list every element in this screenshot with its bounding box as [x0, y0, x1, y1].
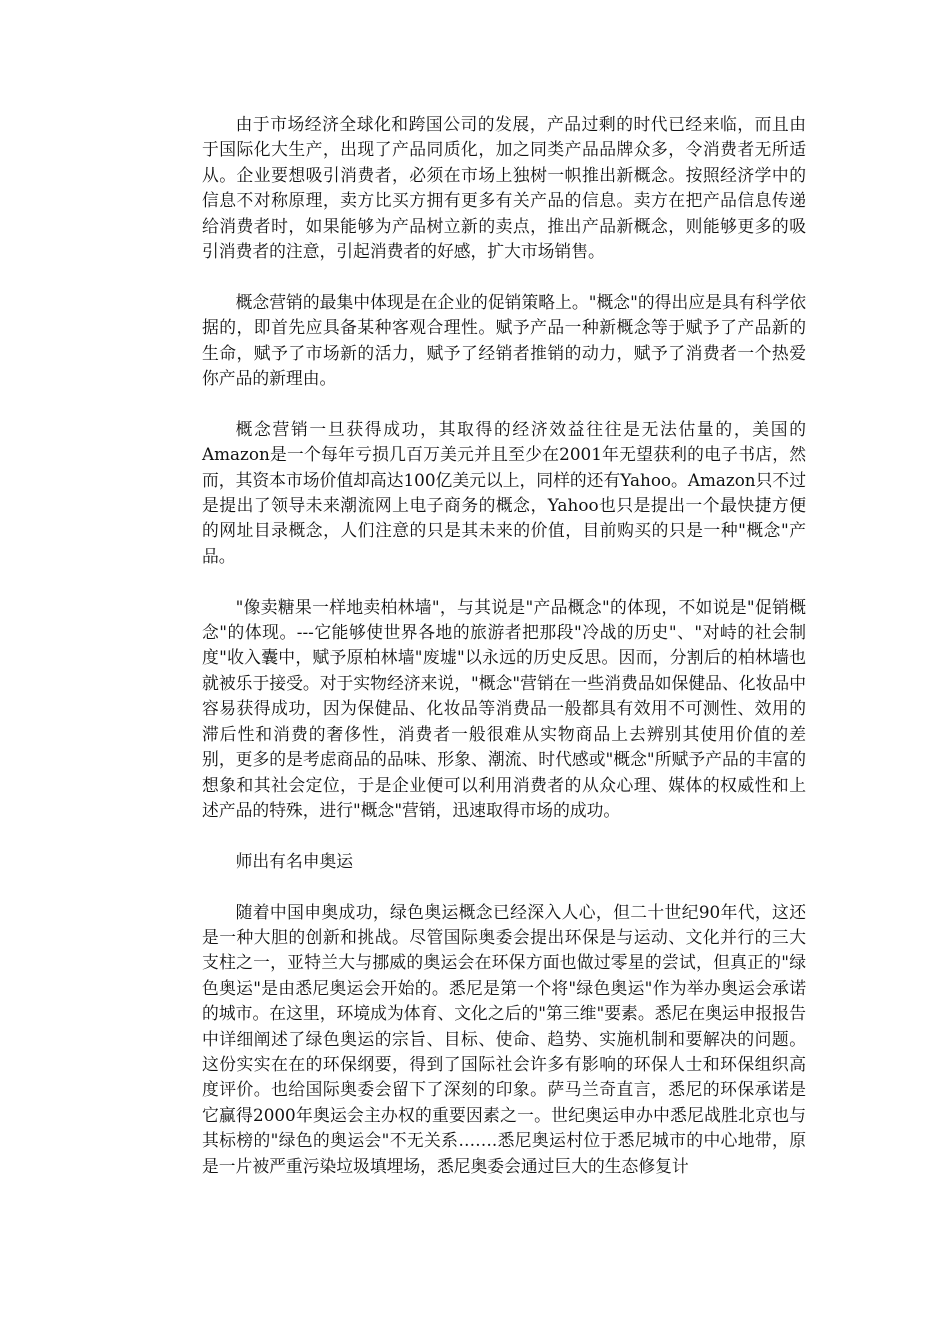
document-page [202, 112, 806, 1179]
paragraph-concept-marketing-promotion: 概念营销的最集中体现是在企业的促销策略上。"概念"的得出应是具有科学依据的，即首先应具备某种客观合理性。赋予产品一种新概念等于赋予了产品新的生命，赋予了市场新的活力，赋予了经销者推销的动力，赋予了消费者一个热爱你产品的新理由。 [202, 291, 806, 389]
section-heading-olympics: 师出有名申奥运 [235, 850, 354, 871]
paragraph-berlin-wall-example: "像卖糖果一样地卖柏林墙"，与其说是"产品概念"的体现，不如说是"促销概念"的体现。---它能够使世界各地的旅游者把那段"冷战的历史"、"对峙的社会制度"收入囊中，赋予原柏林墙"废墟"以永远的历史反思。因而，分割后的柏林墙也就被乐于接受。对于实物经济来说，"概念"营销在一些消费品如保健品、化妆品中容易获得成功，因为保健品、化妆品等消费品一般都具有效用不可测性、效用的滞后性和消费的奢侈性，消费者一般很难从实物商品上去辨别其使用价值的差别，更多的是考虑商品的品味、形象、潮流、时代感或"概念"所赋予产品的丰富的想象和其社会定位，于是企业便可以利用消费者的从众心理、媒体的权威性和上述产品的特殊，进行"概念"营销，迅速取得市场的成功。 [202, 596, 806, 820]
paragraph-amazon-yahoo-example: 概念营销一旦获得成功，其取得的经济效益往往是无法估量的，美国的Amazon是一个每年亏损几百万美元并且至少在2001年无望获利的电子书店，然而，其资本市场价值却高达100亿美元以上，同样的还有Yahoo。Amazon只不过是提出了领导未来潮流网上电子商务的概念，Yahoo也只是提出一个最快捷方便的网址目录概念，人们注意的只是其未来的价值，目前购买的只是一种"概念"产品。 [202, 418, 806, 566]
paragraph-market-globalization: 由于市场经济全球化和跨国公司的发展，产品过剩的时代已经来临，而且由于国际化大生产，出现了产品同质化，加之同类产品品牌众多，令消费者无所适从。企业要想吸引消费者，必须在市场上独树一帜推出新概念。按照经济学中的信息不对称原理，卖方比买方拥有更多有关产品的信息。卖方在把产品信息传递给消费者时，如果能够为产品树立新的卖点，推出产品新概念，则能够更多的吸引消费者的注意，引起消费者的好感，扩大市场销售。 [202, 114, 806, 262]
paragraph-green-olympics: 随着中国申奥成功，绿色奥运概念已经深入人心，但二十世纪90年代，这还是一种大胆的创新和挑战。尽管国际奥委会提出环保是与运动、文化并行的三大支柱之一，亚特兰大与挪威的奥运会在环保方面也做过零星的尝试，但真正的"绿色奥运"是由悉尼奥运会开始的。悉尼是第一个将"绿色奥运"作为举办奥运会承诺的城市。在这里，环境成为体育、文化之后的"第三维"要素。悉尼在奥运申报报告中详细阐述了绿色奥运的宗旨、目标、使命、趋势、实施机制和要解决的问题。这份实实在在的环保纲要，得到了国际社会许多有影响的环保人士和环保组织高度评价。也给国际奥委会留下了深刻的印象。萨马兰奇直言，悉尼的环保承诺是它赢得2000年奥运会主办权的重要因素之一。世纪奥运申办中悉尼战胜北京也与其标榜的"绿色的奥运会"不无关系…….悉尼奥运村位于悉尼城市的中心地带，原是一片被严重污染垃圾填埋场，悉尼奥委会通过巨大的生态修复计 [202, 901, 806, 1176]
